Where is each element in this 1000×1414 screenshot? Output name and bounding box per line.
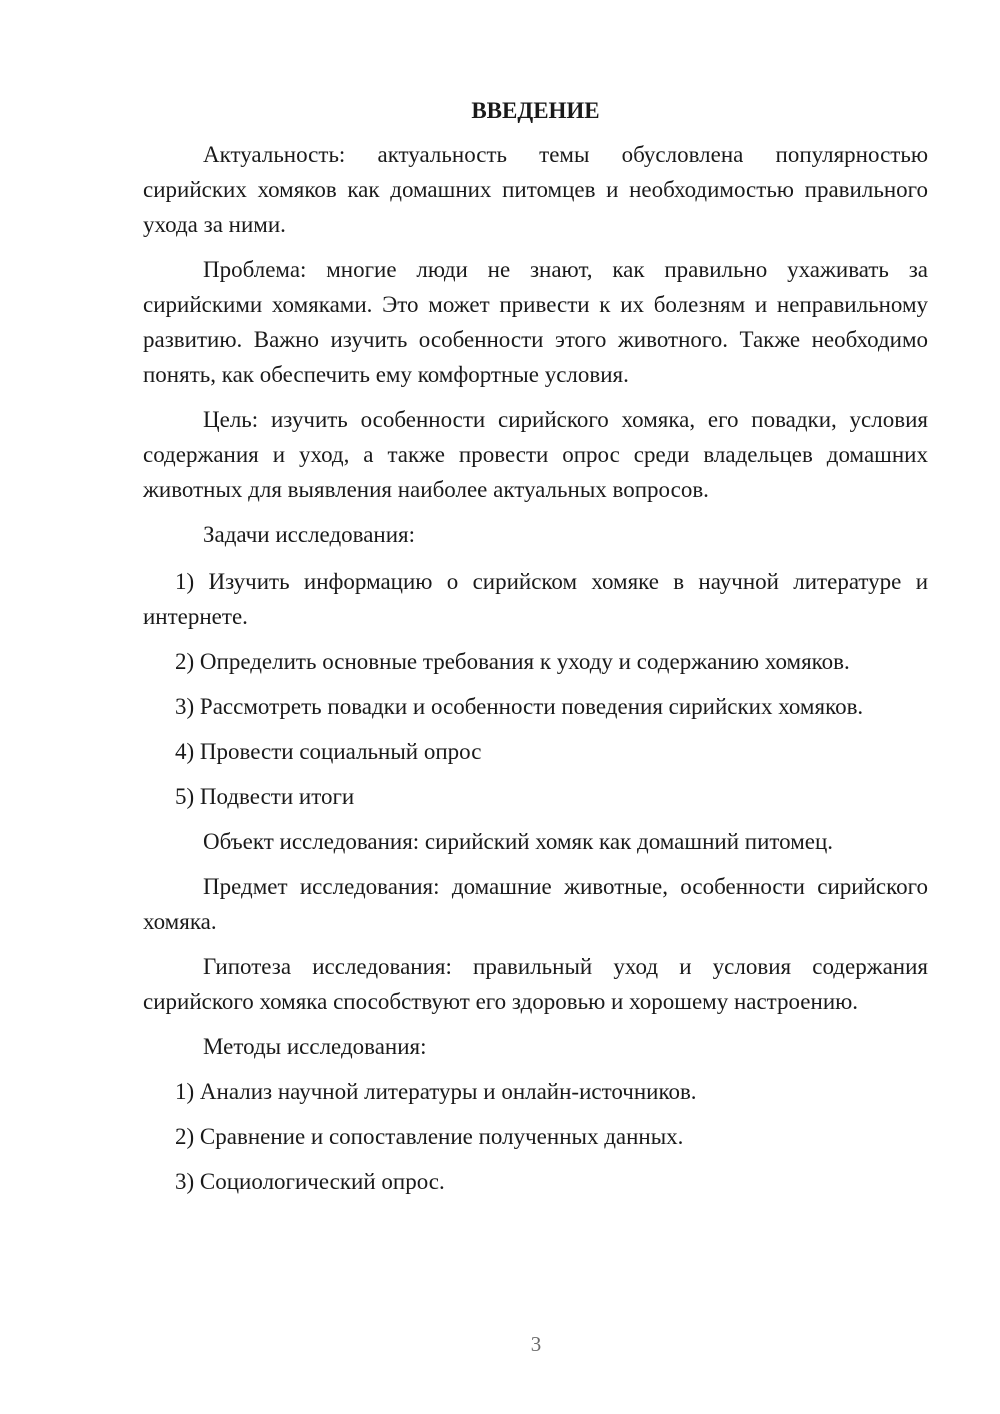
task-item-5: 5) Подвести итоги (175, 784, 355, 809)
object-paragraph: Объект исследования: сирийский хомяк как домашний питомец. (203, 829, 834, 854)
method-item-3: 3) Социологический опрос. (175, 1169, 445, 1194)
tasks-heading: Задачи исследования: (203, 522, 416, 547)
problem-paragraph: Проблема: многие люди не знают, как правильно ухаживать за сирийскими хомяками. Это может привести к их болезням и неправильному развитию. Важно изучить особенности этого животного. Также необходимо понять, как обеспечить ему комфортные условия. (143, 257, 928, 387)
hypothesis-paragraph: Гипотеза исследования: правильный уход и условия содержания сирийского хомяка способствуют его здоровью и хорошему настроению. (143, 954, 928, 1014)
relevance-paragraph: Актуальность: актуальность темы обусловлена популярностью сирийских хомяков как домашних питомцев и необходимостью правильного ухода за ними. (143, 142, 928, 237)
goal-paragraph: Цель: изучить особенности сирийского хомяка, его повадки, условия содержания и уход, а также провести опрос среди владельцев домашних животных для выявления наиболее актуальных вопросов. (143, 407, 928, 502)
task-item-4: 4) Провести социальный опрос (175, 739, 482, 764)
task-item-2: 2) Определить основные требования к уходу и содержанию хомяков. (175, 649, 850, 674)
subject-paragraph: Предмет исследования: домашние животные, особенности сирийского хомяка. (143, 874, 928, 934)
task-item-3: 3) Рассмотреть повадки и особенности поведения сирийских хомяков. (175, 694, 864, 719)
page-number: 3 (530, 1332, 542, 1356)
section-title: ВВЕДЕНИЕ (471, 98, 600, 123)
method-item-2: 2) Сравнение и сопоставление полученных данных. (175, 1124, 684, 1149)
task-item-1: 1) Изучить информацию о сирийском хомяке в научной литературе и интернете. (143, 569, 928, 629)
method-item-1: 1) Анализ научной литературы и онлайн-источников. (175, 1079, 697, 1104)
page-content (143, 96, 928, 1209)
methods-heading: Методы исследования: (203, 1034, 427, 1059)
